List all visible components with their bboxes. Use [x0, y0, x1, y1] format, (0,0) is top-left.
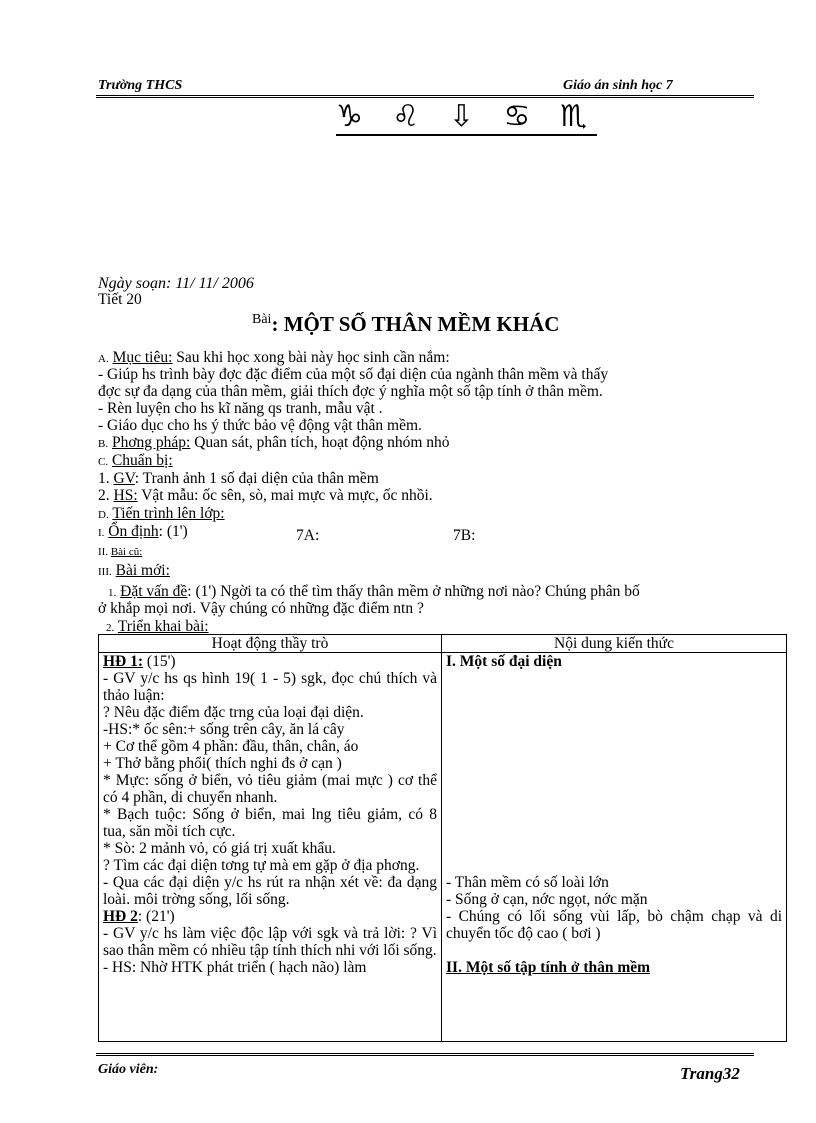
section-c: C. Chuẩn bị:: [98, 452, 173, 469]
header-divider-double: [96, 97, 754, 98]
activity-line: * Sò: 2 mảnh vỏ, có giá trị xuất khẩu.: [103, 840, 336, 857]
activity-line: HĐ 2: (21'): [103, 908, 175, 925]
step-3: III. Bài mới:: [98, 562, 170, 579]
activity-line: * Bạch tuộc: Sống ở biển, mai lng tiêu giảm, có 8 tua, săn mồi tích cực.: [103, 806, 437, 840]
header-school: Trường THCS: [98, 78, 183, 93]
col-header-activities: Hoạt động thầy trò: [99, 635, 442, 653]
step-2: II. Bài cũ:: [98, 546, 143, 558]
footer-divider: [96, 1053, 754, 1054]
col-header-content: Nội dung kiến thức: [442, 635, 787, 653]
deploy-heading: 2. Triển khai bài:: [106, 618, 209, 635]
title-prefix: Bài: [252, 312, 272, 327]
activity-line: + Thở bằng phổi( thích nghi đs ở cạn ): [103, 755, 342, 772]
section-d: D. Tiến trình lên lớp:: [98, 505, 225, 522]
activity-line: HĐ 1: (15'): [103, 653, 176, 670]
activity-line: -HS:* ốc sên:+ sống trên cây, ăn lá cây: [103, 721, 345, 738]
footer-page: Trang32: [680, 1064, 740, 1083]
activity-line: ? Nêu đặc điểm đặc trng của loại đại diện.: [103, 704, 364, 721]
content-cell: [442, 653, 787, 1042]
activity-line: + Cơ thể gồm 4 phần: đầu, thân, chân, áo: [103, 738, 359, 755]
content-item: - Sống ở cạn, nớc ngọt, nớc mặn: [446, 891, 648, 908]
goal-line-3: - Giáo dục cho hs ý thức bảo vệ động vật thân mềm.: [98, 417, 422, 434]
activity-line: - Qua các đại diện y/c hs rút ra nhận xét về: đa dạng loài. môi trờng sống, lối sống.: [103, 874, 437, 908]
section-a: A. Mục tiêu: Sau khi học xong bài này học sinh cần nắm:: [98, 349, 450, 366]
intro-line-a: 1. Đặt vấn đề: (1') Ngời ta có thể tìm thấy thân mềm ở những nơi nào? Chúng phân bố: [108, 583, 640, 600]
content-heading-1: I. Một số đại diện: [446, 653, 562, 670]
footer-divider-double: [96, 1055, 754, 1056]
class-7a: 7A:: [296, 527, 320, 544]
title-text: : MỘT SỐ THÂN MỀM KHÁC: [271, 312, 560, 336]
lesson-title: [252, 312, 559, 337]
table-header-row: [99, 635, 787, 653]
content-item: - Chúng có lối sống vùi lấp, bò chậm chạp và di chuyển tốc độ cao ( bơi ): [446, 908, 782, 942]
lesson-table: [98, 634, 787, 1042]
intro-line-b: ở khắp mọi nơi. Vậy chúng có những đặc điểm ntn ?: [98, 600, 424, 617]
activity-line: ? Tìm các đại diện tơng tự mà em gặp ở địa phơng.: [103, 857, 420, 874]
header-subject: Giáo án sinh học 7: [563, 78, 673, 93]
period-number: Tiết 20: [98, 291, 142, 308]
prep-date: Ngày soạn: 11/ 11/ 2006: [98, 275, 254, 292]
table-body-row: [99, 653, 787, 1042]
activity-line: * Mực: sống ở biển, vỏ tiêu giảm (mai mực ) cơ thể có 4 phần, di chuyển nhanh.: [103, 772, 437, 806]
decorative-symbols: ♑ ♌ ⇩ ♋ ♏: [336, 99, 597, 134]
goal-line-1b: đợc sự đa dạng của thân mềm, giải thích đợc ý nghĩa một số tập tính ở thân mềm.: [98, 383, 603, 400]
section-b: B. Phơng pháp: Quan sát, phân tích, hoạt động nhóm nhỏ: [98, 434, 450, 451]
activity-line: - GV y/c hs làm việc độc lập với sgk và trả lời: ? Vì sao thân mềm có nhiều tập tính thích nhi với lối sống.: [103, 925, 437, 959]
content-heading-2: II. Một số tập tính ở thân mềm: [446, 959, 651, 976]
prep-teacher: 1. GV: Tranh ảnh 1 số đại diện của thân mềm: [98, 470, 379, 487]
step-1: I. Ổn định: (1'): [98, 523, 188, 540]
prep-student: 2. HS: Vật mẫu: ốc sên, sò, mai mực và mực, ốc nhồi.: [98, 487, 433, 504]
goal-line-2: - Rèn luyện cho hs kĩ năng qs tranh, mẫu vật .: [98, 400, 383, 417]
activities-cell: [99, 653, 442, 1042]
content-item: - Thân mềm có số loài lớn: [446, 874, 609, 891]
class-7b: 7B:: [453, 527, 476, 544]
goal-line-1a: - Giúp hs trình bày đợc đặc điểm của một số đại diện của ngành thân mềm và thấy: [98, 366, 609, 383]
header-divider: [96, 95, 754, 96]
footer-teacher: Giáo viên:: [98, 1062, 159, 1077]
activity-line: - HS: Nhờ HTK phát triển ( hạch não) làm: [103, 959, 367, 976]
activity-line: - GV y/c hs qs hình 19( 1 - 5) sgk, đọc chú thích và thảo luận:: [103, 670, 437, 704]
